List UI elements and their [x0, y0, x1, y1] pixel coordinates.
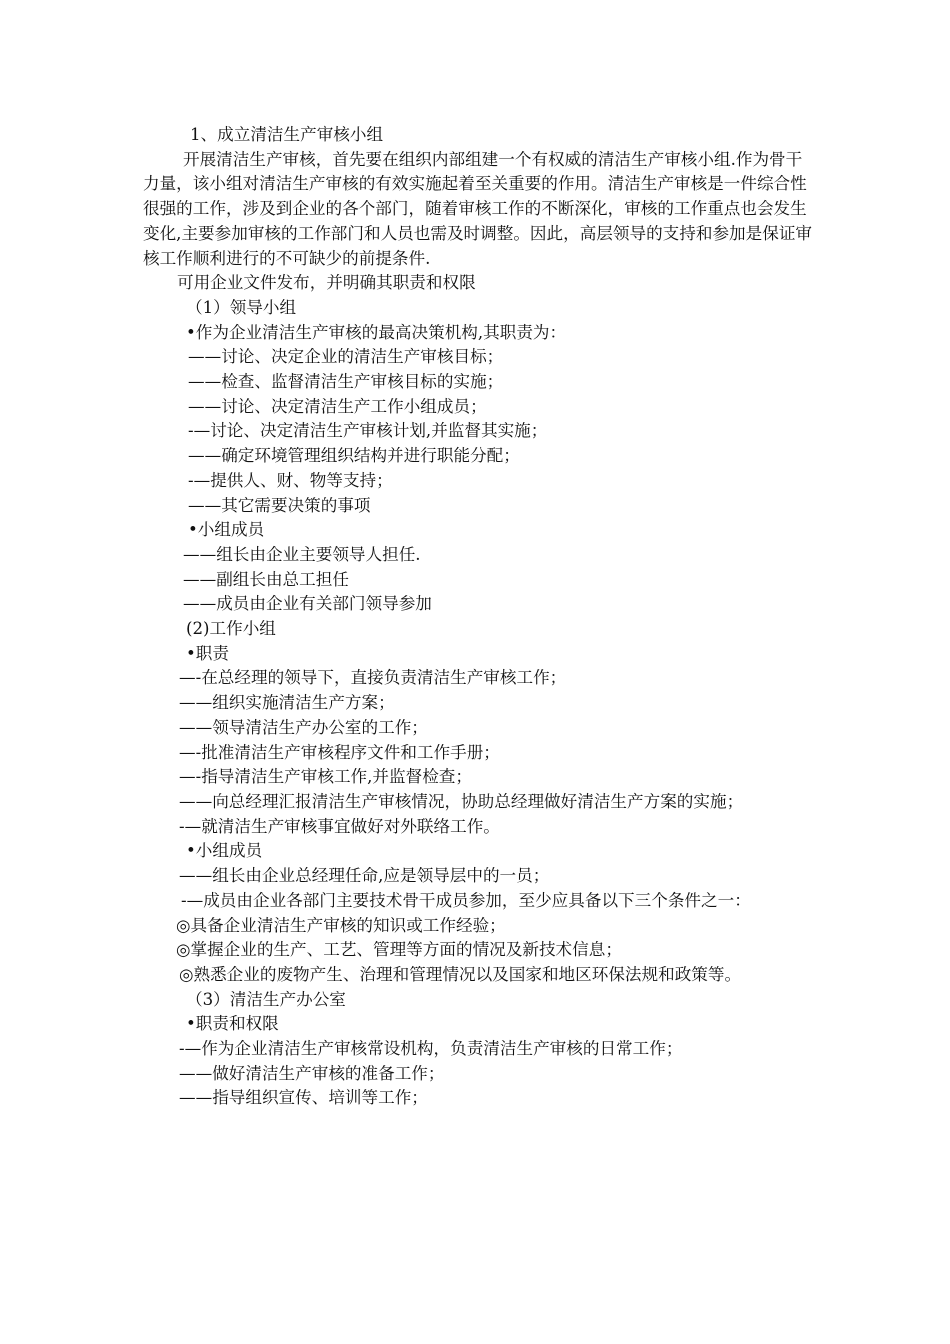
condition-item: ◎掌握企业的生产、工艺、管理等方面的情况及新技术信息；: [176, 940, 622, 960]
section1-member: ——组长由企业主要领导人担任.: [183, 544, 421, 564]
section1-title: （1）领导小组: [186, 297, 297, 317]
condition-item-long: ◎熟悉企业的废物产生、治理和管理情况以及国家和地区环保法规和政策等。: [179, 964, 742, 984]
publish-note: 可用企业文件发布，并明确其职责和权限: [177, 273, 476, 293]
section1-item: ——确定环境管理组织结构并进行职能分配；: [188, 446, 520, 466]
section1-members-label: •小组成员: [188, 520, 265, 540]
section3-title: （3）清洁生产办公室: [186, 989, 346, 1009]
section2-title: (2)工作小组: [186, 619, 276, 639]
section1-member: ——成员由企业有关部门领导参加: [183, 594, 432, 614]
section2-member: ——组长由企业总经理任命,应是领导层中的一员；: [179, 866, 550, 886]
section1-item: ——其它需要决策的事项: [188, 495, 371, 515]
section3-item: ——做好清洁生产审核的准备工作；: [179, 1063, 445, 1083]
condition-item: ◎具备企业清洁生产审核的知识或工作经验；: [176, 915, 506, 935]
intro-paragraph: 开展清洁生产审核，首先要在组织内部组建一个有权威的清洁生产审核小组.作为骨干力量，该小组对清洁生产审核的有效实施起着至关重要的作用。清洁生产审核是一件综合性很强的工作，涉及到企业的各个部门，随着审核工作的不断深化，审核的工作重点也会发生变化,主要参加审核的工作部门和人员也需及时调整。因此，高层领导的支持和参加是保证审核工作顺利进行的不可缺少的前提条件.: [143, 149, 813, 268]
section3-item: -—作为企业清洁生产审核常设机构，负责清洁生产审核的日常工作；: [179, 1039, 683, 1059]
section2-item-last: -—就清洁生产审核事宜做好对外联络工作。: [179, 816, 500, 836]
section1-item: ——讨论、决定企业的清洁生产审核目标；: [188, 347, 504, 367]
section1-bullet: •作为企业清洁生产审核的最高决策机构,其职责为：: [186, 322, 567, 342]
section1-item: -—提供人、财、物等支持；: [188, 470, 393, 490]
section2-item: ——组织实施清洁生产方案；: [179, 693, 395, 713]
section2-item: —-指导清洁生产审核工作,并监督检查；: [179, 767, 472, 787]
document-page: [143, 123, 815, 1111]
section2-member-long: -—成员由企业各部门主要技术骨干成员参加，至少应具备以下三个条件之一：: [181, 890, 751, 910]
section2-item-long: ——向总经理汇报清洁生产审核情况，协助总经理做好清洁生产方案的实施；: [179, 791, 744, 811]
section1-item: -—讨论、决定清洁生产审核计划,并监督其实施；: [188, 421, 548, 441]
section3-bullet: •职责和权限: [186, 1014, 279, 1034]
heading-1: 1、成立清洁生产审核小组: [190, 125, 384, 144]
section2-item: ——领导清洁生产办公室的工作；: [179, 717, 428, 737]
section1-member: ——副组长由总工担任: [183, 569, 349, 589]
section1-item: ——讨论、决定清洁生产工作小组成员；: [188, 396, 487, 416]
section2-item: —-批准清洁生产审核程序文件和工作手册；: [179, 742, 500, 762]
section3-item: ——指导组织宣传、培训等工作；: [179, 1088, 428, 1108]
section1-item: ——检查、监督清洁生产审核目标的实施；: [188, 372, 504, 392]
section2-members-label: •小组成员: [186, 841, 263, 861]
section2-bullet: •职责: [186, 643, 229, 663]
section2-item: —-在总经理的领导下，直接负责清洁生产审核工作；: [179, 668, 567, 688]
